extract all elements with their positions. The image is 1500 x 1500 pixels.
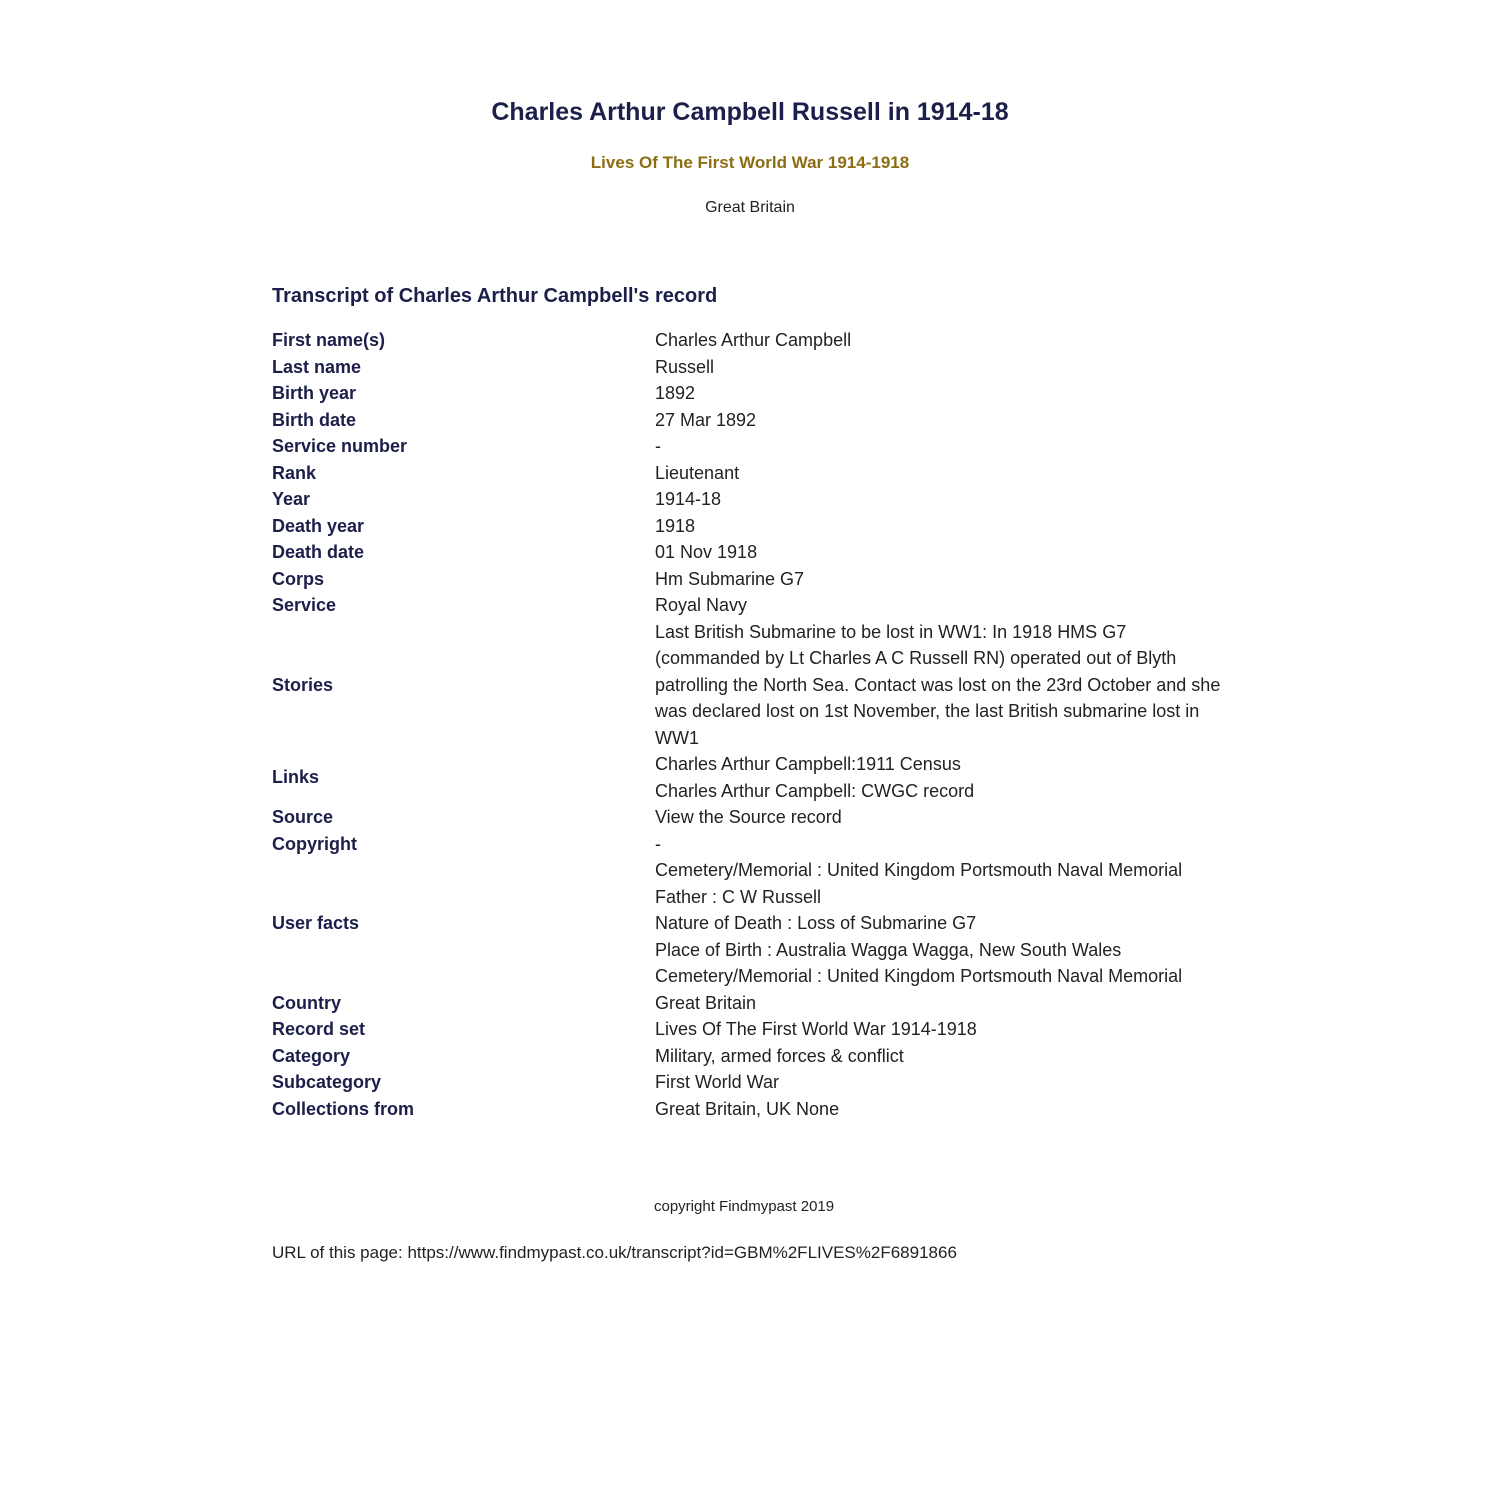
table-row: [272, 751, 1232, 804]
page-url: URL of this page: https://www.findmypast.co.uk/transcript?id=GBM%2FLIVES%2F6891866: [272, 1243, 957, 1262]
table-row: [272, 407, 1232, 434]
table-row: [272, 460, 1232, 487]
field-label-service-number: Service number: [272, 436, 408, 456]
view-source-record-link[interactable]: View the Source record: [655, 807, 842, 827]
table-row: [272, 804, 1232, 831]
table-row: [272, 486, 1232, 513]
table-row: [272, 1096, 1232, 1123]
field-value-country: Great Britain: [655, 992, 757, 1013]
country-subtitle: Great Britain: [705, 199, 795, 216]
field-value-record-set: Lives Of The First World War 1914-1918: [655, 1019, 977, 1039]
field-label-category: Category: [272, 1045, 351, 1066]
field-value-category: Military, armed forces & conflict: [655, 1045, 904, 1066]
field-value-first-names: Charles Arthur Campbell: [655, 330, 852, 350]
field-value-last-name: Russell: [655, 356, 715, 377]
user-fact: Cemetery/Memorial : United Kingdom Portsmouth Naval Memorial: [655, 966, 1183, 986]
field-label-year: Year: [272, 489, 311, 509]
field-label-death-year: Death year: [272, 515, 365, 536]
field-value-birth-year: 1892: [655, 383, 696, 403]
copyright-notice: copyright Findmypast 2019: [654, 1198, 835, 1215]
table-row: [272, 1069, 1232, 1096]
table-row: [272, 1043, 1232, 1070]
field-label-death-date: Death date: [272, 542, 365, 562]
field-label-user-facts: User facts: [272, 913, 360, 933]
table-row: [272, 990, 1232, 1017]
field-value-death-date: 01 Nov 1918: [655, 542, 758, 562]
field-value-user-facts: [655, 857, 1232, 990]
link-cwgc-record[interactable]: Charles Arthur Campbell: CWGC record: [655, 780, 975, 801]
user-fact: Nature of Death : Loss of Submarine G7: [655, 913, 977, 933]
field-label-links: Links: [272, 767, 320, 788]
field-label-service: Service: [272, 595, 337, 615]
field-value-death-year: 1918: [655, 515, 696, 536]
field-label-first-names: First name(s): [272, 330, 386, 350]
field-label-last-name: Last name: [272, 356, 362, 377]
table-row: [272, 619, 1232, 752]
table-row: [272, 592, 1232, 619]
field-value-birth-date: 27 Mar 1892: [655, 409, 757, 430]
field-value-service: Royal Navy: [655, 595, 748, 615]
table-row: [272, 539, 1232, 566]
field-label-copyright: Copyright: [272, 833, 357, 854]
field-label-corps: Corps: [272, 568, 325, 589]
field-label-stories: Stories: [272, 674, 334, 695]
field-value-service-number: -: [655, 436, 661, 456]
transcript-table: [272, 327, 1232, 1122]
table-row: [272, 354, 1232, 381]
field-value-year: 1914-18: [655, 489, 722, 509]
table-row: [272, 831, 1232, 858]
field-label-subcategory: Subcategory: [272, 1072, 382, 1092]
field-label-birth-date: Birth date: [272, 409, 357, 430]
table-row: [272, 327, 1232, 354]
user-fact: Cemetery/Memorial : United Kingdom Portsmouth Naval Memorial: [655, 860, 1183, 880]
table-row: [272, 433, 1232, 460]
table-row: [272, 1016, 1232, 1043]
field-value-rank: Lieutenant: [655, 462, 740, 483]
table-row: [272, 566, 1232, 593]
field-label-country: Country: [272, 992, 341, 1013]
link-1911-census[interactable]: Charles Arthur Campbell:1911 Census: [655, 754, 961, 774]
field-label-record-set: Record set: [272, 1019, 366, 1039]
record-set-subtitle: Lives Of The First World War 1914-1918: [590, 153, 910, 172]
field-value-copyright: -: [655, 833, 661, 854]
field-value-corps: Hm Submarine G7: [655, 568, 805, 589]
transcript-heading: Transcript of Charles Arthur Campbell's record: [272, 285, 718, 307]
field-value-links: [655, 751, 1232, 804]
field-label-birth-year: Birth year: [272, 383, 357, 403]
user-fact: Place of Birth : Australia Wagga Wagga, New South Wales: [655, 939, 1122, 960]
table-row: [272, 857, 1232, 990]
user-fact: Father : C W Russell: [655, 886, 822, 907]
field-value-subcategory: First World War: [655, 1072, 779, 1092]
field-label-collections-from: Collections from: [272, 1098, 415, 1119]
field-label-source: Source: [272, 807, 334, 827]
page-title: Charles Arthur Campbell Russell in 1914-18: [491, 98, 1009, 126]
table-row: [272, 380, 1232, 407]
field-value-stories: Last British Submarine to be lost in WW1: In 1918 HMS G7 (commanded by Lt Charles A C Russell RN) operated out of Blyth patrolling the North Sea. Contact was lost on the 23rd October and she was declared lost on 1st November, the last British submarine lost in WW1: [655, 621, 1221, 748]
table-row: [272, 513, 1232, 540]
field-label-rank: Rank: [272, 462, 317, 483]
field-value-collections-from: Great Britain, UK None: [655, 1098, 840, 1119]
